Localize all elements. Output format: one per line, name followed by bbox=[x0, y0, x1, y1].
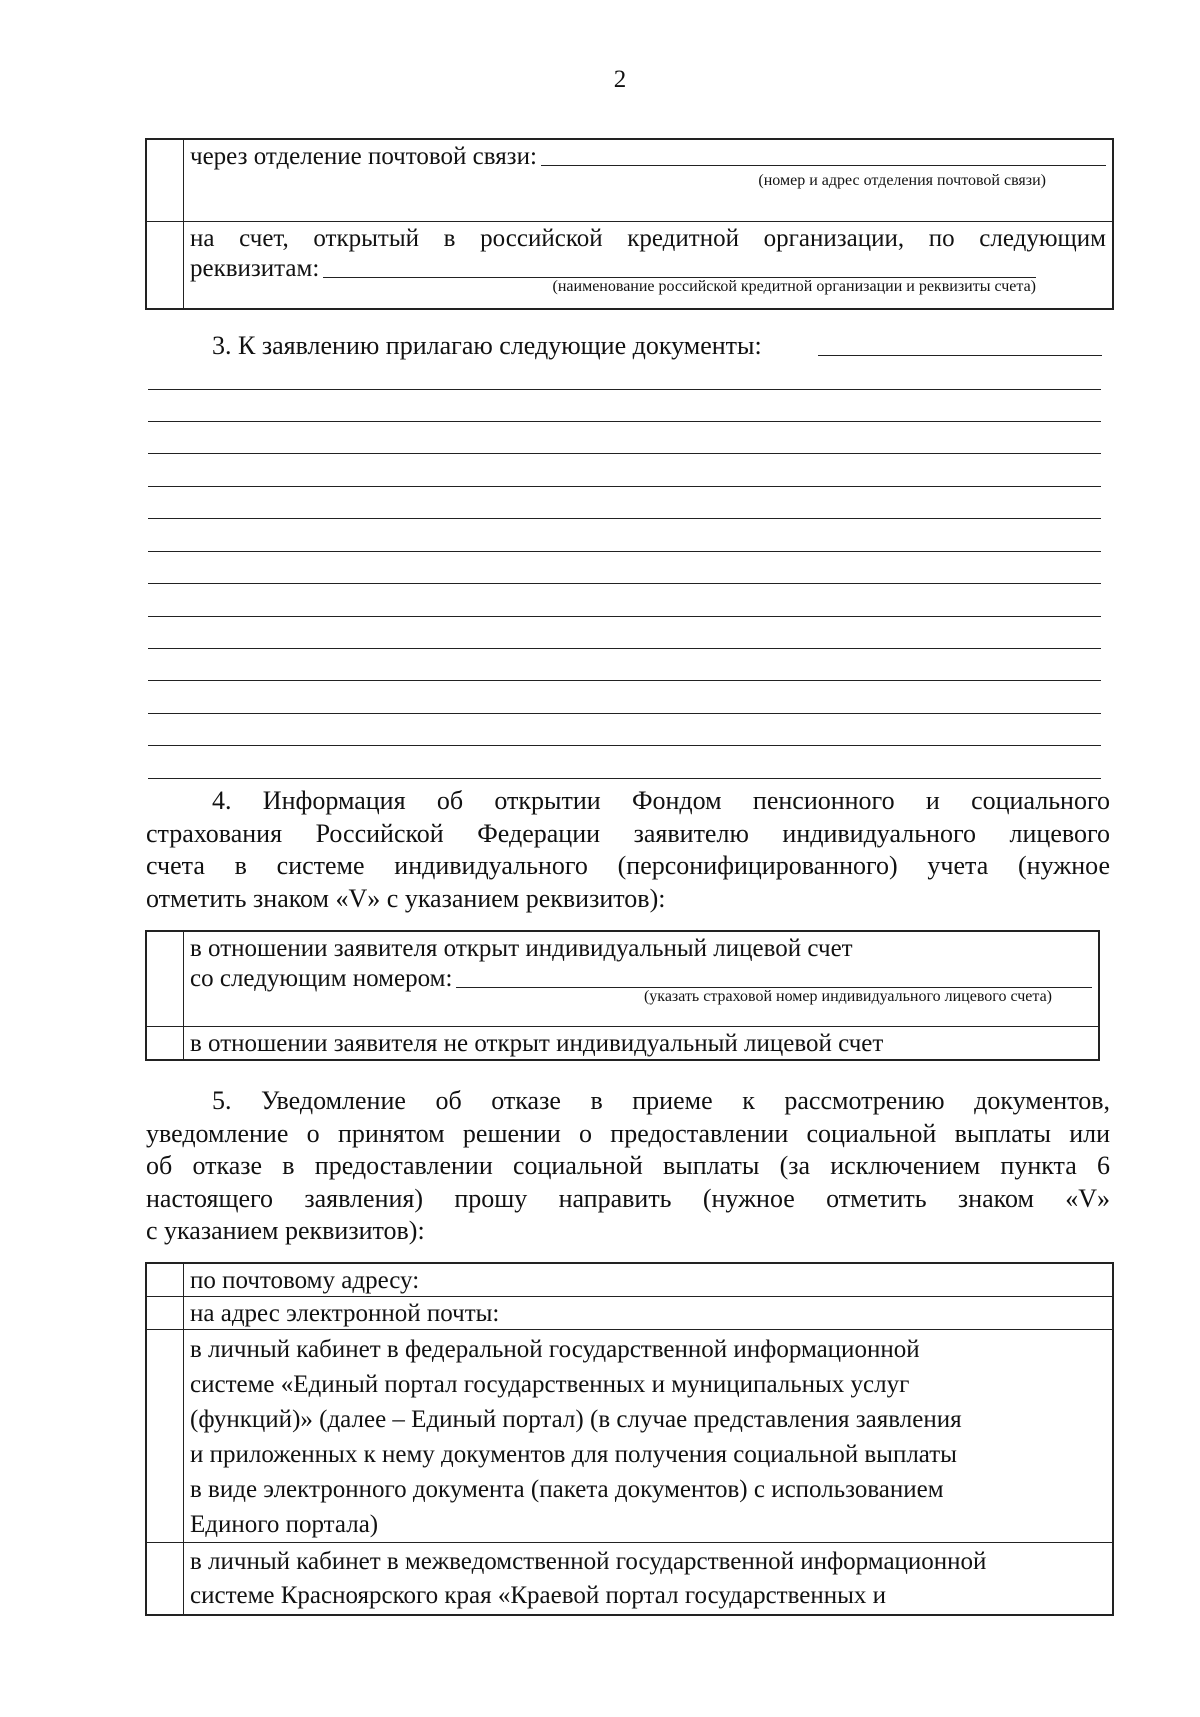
attachment-line[interactable] bbox=[148, 648, 1101, 649]
bank-account-hint: (наименование российской кредитной организации и реквизиты счета) bbox=[552, 277, 1036, 295]
section4-paragraph bbox=[146, 785, 1110, 915]
gosuslugi-checkbox[interactable] bbox=[146, 1330, 184, 1543]
post-office-label: через отделение почтовой связи: bbox=[190, 143, 537, 170]
page-number: 2 bbox=[613, 66, 627, 93]
krai-portal-option bbox=[184, 1543, 1114, 1615]
gosuslugi-line: и приложенных к нему документов для получения социальной выплаты bbox=[190, 1441, 957, 1468]
attachment-line[interactable] bbox=[148, 778, 1101, 779]
account-opened-line1: в отношении заявителя открыт индивидуальный лицевой счет bbox=[190, 935, 853, 962]
section5-paragraph bbox=[146, 1085, 1110, 1248]
account-opened-line2: со следующим номером: bbox=[190, 965, 453, 992]
bank-account-label-line1: на счет, открытый в российской кредитной организации, по следующим bbox=[190, 224, 1106, 252]
gosuslugi-line: в виде электронного документа (пакета документов) с использованием bbox=[190, 1476, 944, 1503]
attachment-line[interactable] bbox=[148, 680, 1101, 681]
section3-heading: 3. К заявлению прилагаю следующие документы: bbox=[212, 331, 762, 360]
post-office-option bbox=[184, 139, 1114, 221]
gosuslugi-line: (функций)» (далее – Единый портал) (в случае представления заявления bbox=[190, 1406, 962, 1433]
gosuslugi-line: Единого портала) bbox=[190, 1511, 379, 1538]
attachment-line[interactable] bbox=[148, 486, 1101, 487]
section5-line: 5. Уведомление об отказе в приеме к рассмотрению документов, bbox=[212, 1086, 1110, 1115]
attachment-line[interactable] bbox=[148, 389, 1101, 390]
section4-line: счета в системе индивидуального (персонифицированного) учета (нужное bbox=[146, 851, 1110, 880]
attachment-line[interactable] bbox=[148, 453, 1101, 454]
email-checkbox[interactable] bbox=[146, 1297, 184, 1330]
section4-line: страхования Российской Федерации заявителю индивидуального лицевого bbox=[146, 818, 1110, 848]
section4-line: отметить знаком «V» с указанием реквизитов): bbox=[146, 883, 666, 913]
account-opened-option bbox=[184, 931, 1100, 1026]
attachment-line[interactable] bbox=[148, 421, 1101, 422]
postal-checkbox[interactable] bbox=[146, 1263, 184, 1297]
gosuslugi-line: в личный кабинет в федеральной государственной информационной bbox=[190, 1336, 920, 1363]
bank-account-checkbox[interactable] bbox=[146, 221, 184, 309]
bank-account-option bbox=[184, 221, 1114, 309]
section5-line: настоящего заявления) прошу направить (нужное отметить знаком «V» bbox=[146, 1183, 1110, 1213]
account-table bbox=[145, 930, 1100, 1061]
attachment-line[interactable] bbox=[148, 583, 1101, 584]
attachment-line[interactable] bbox=[148, 713, 1101, 714]
notification-table bbox=[145, 1262, 1114, 1616]
section3-first-line[interactable] bbox=[818, 355, 1102, 356]
account-opened-checkbox[interactable] bbox=[146, 931, 184, 1026]
post-office-hint: (номер и адрес отделения почтовой связи) bbox=[758, 172, 1046, 189]
post-office-fill-line[interactable] bbox=[541, 164, 1106, 166]
attachment-line[interactable] bbox=[148, 616, 1101, 617]
krai-portal-line: в личный кабинет в межведомственной государственной информационной bbox=[190, 1548, 987, 1575]
account-not-opened-option: в отношении заявителя не открыт индивидуальный лицевой счет bbox=[184, 1026, 1100, 1060]
attachment-line[interactable] bbox=[148, 745, 1101, 746]
attachment-line[interactable] bbox=[148, 551, 1101, 552]
section5-line: с указанием реквизитов): bbox=[146, 1216, 425, 1245]
bank-account-label-line2: реквизитам: bbox=[190, 254, 320, 282]
post-office-checkbox[interactable] bbox=[146, 139, 184, 221]
section4-line: 4. Информация об открытии Фондом пенсионного и социального bbox=[212, 786, 1110, 815]
attachment-line[interactable] bbox=[148, 518, 1101, 519]
gosuslugi-option bbox=[184, 1330, 1114, 1543]
postal-option: по почтовому адресу: bbox=[184, 1263, 1114, 1297]
section5-line: об отказе в предоставлении социальной выплаты (за исключением пункта 6 bbox=[146, 1151, 1110, 1180]
gosuslugi-line: системе «Единый портал государственных и муниципальных услуг bbox=[190, 1371, 910, 1398]
delivery-method-table bbox=[145, 138, 1114, 310]
email-option: на адрес электронной почты: bbox=[184, 1297, 1114, 1330]
krai-portal-checkbox[interactable] bbox=[146, 1543, 184, 1615]
account-not-opened-checkbox[interactable] bbox=[146, 1026, 184, 1060]
krai-portal-line: системе Красноярского края «Краевой портал государственных и bbox=[190, 1582, 887, 1609]
account-opened-hint: (указать страховой номер индивидуального лицевого счета) bbox=[643, 988, 1052, 1005]
section5-line: уведомление о принятом решении о предоставлении социальной выплаты или bbox=[146, 1118, 1110, 1148]
